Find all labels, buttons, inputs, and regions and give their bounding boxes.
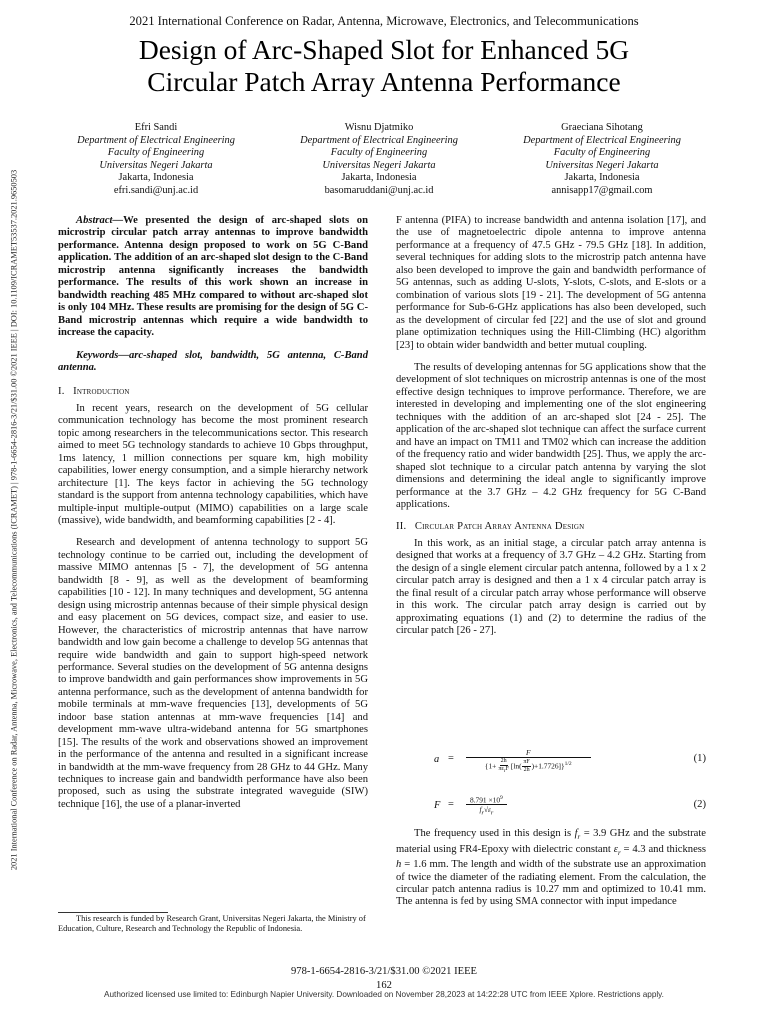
section-2-title: Circular Patch Array Antenna Design — [414, 521, 585, 533]
author-faculty: Faculty of Engineering — [107, 147, 205, 159]
section-1-number: I. — [58, 386, 65, 398]
abstract-label: Abstract— — [76, 215, 124, 226]
abstract — [58, 215, 368, 340]
abstract-text: We presented the design of arc-shaped slots on microstrip circular patch array antennas to improve bandwidth performance. Antenna design proposed to work on 5G C-Band application. The addition of an arc-shaped slot design to the C-Band microstrip antenna significantly increases the bandwidth performance. The results of this work shown an increase in bandwidth reaching 485 MHz compared to without arc-shaped slot is only 104 MHz. These results are promising for the design of 5G C-Band microstrip antennas which require a wide bandwidth to increase the capacity. — [58, 215, 368, 339]
author-univ: Universitas Negeri Jakarta — [99, 159, 213, 171]
author-dept: Department of Electrical Engineering — [300, 134, 458, 146]
author-univ: Universitas Negeri Jakarta — [322, 159, 436, 171]
intro-paragraph-1: In recent years, research on the development of 5G cellular communication technology has become the most prominent research topic among researchers in the telecommunications sector. This research aimed to meet 5G technology standards to achieve 10 Gbps throughput, 1ms latency, 1 million connections per square km, high mobility capabilities, lower energy consumption, and a simple hierarchy network architecture [1]. The keys factor in achieving the 5G technology standard is the support from antenna technology capabilities, which have multiple-input multiple-output (MIMO) capabilities on a large scale (massive), wide bandwidth, and beamforming capabilities [2 - 4]. — [58, 402, 368, 526]
author-name: Efri Sandi — [134, 122, 178, 133]
paper-title — [40, 34, 728, 98]
author-city: Jakarta, Indonesia — [341, 172, 417, 184]
right-paragraph-2: The results of developing antennas for 5G applications show that the development of slot techniques on microstrip antennas is one of the most effective design techniques to improve performance. Therefore, we are interested in developing and implementing one of the slot engineering techniques with the addition of an arc-shaped slot [24 - 25]. The application of the arc-shaped slot technique can affect the surface current and have an impact on TM11 and TM02 which can increase the addition of the frequency ratio and wider bandwidth [25]. Thus, we apply the arc-shaped slot technique to a circular patch antenna by varying the slot dimensions and determining the ideal angle to significantly improve performance at the 3.7 GHz – 4.2 GHz frequency for 5G C-Band applications. — [396, 361, 706, 510]
section-1-title: Introduction — [73, 386, 130, 398]
section-2-heading — [396, 521, 706, 533]
keywords-label: Keywords— — [76, 349, 129, 361]
license-notice: Authorized licensed use limited to: Edinburgh Napier University. Downloaded on November 28,2023 at 14:22:28 UTC from IEEE Xplore. Restrictions apply. — [104, 990, 664, 999]
author-name: Wisnu Djatmiko — [344, 122, 414, 133]
title-line-1: Design of Arc-Shaped Slot for Enhanced 5G — [138, 34, 630, 65]
section-2-number: II. — [396, 521, 407, 533]
author-univ: Universitas Negeri Jakarta — [545, 159, 659, 171]
footnote — [58, 914, 368, 934]
equation-1: a = F {1+ $\frac{2h}{\pi\varepsilon_rF}$ [ln( $\frac{\pi F}{2h}$ )+1.7726]}$^{1/2}$ (1) — [434, 748, 706, 775]
author-faculty: Faculty of Engineering — [553, 147, 651, 159]
left-column — [58, 215, 368, 811]
title-line-2: Circular Patch Array Antenna Performance — [147, 66, 621, 97]
equation-2: F = $\frac{8.791 \times 10^9}{f_r√\varepsilon_r}$ (2) — [434, 795, 706, 817]
author-block-2 — [284, 122, 474, 198]
side-banner — [3, 100, 25, 940]
right-column — [396, 215, 706, 638]
author-city: Jakarta, Indonesia — [118, 172, 194, 184]
right-p4-part-a: The frequency used in this design is — [414, 828, 572, 839]
right-paragraph-1: F antenna (PIFA) to increase bandwidth and antenna isolation [17], and the use of magnetoelectric dipole antenna to improve antenna performance at a frequency of 47.5 GHz - 79.5 GHz [18]. In addition, several techniques for adding slots to the microstrip patch antenna have also been developed to improve the gain and bandwidth performance of 5G antennas, such as adding U-slots, Y-slots, C-slots, and E-slots or a combination of various slots [19 - 21]. The development of 5G antenna performance for Sub-6-GHz applications has also been developed, such as the development of circular fed [22] and the use of slot and ground plane optimization techniques using the Hill-Climbing (HC) algorithm [23] to obtain wider bandwidth and better mutual coupling. — [396, 215, 706, 351]
keywords-text: arc-shaped slot, bandwidth, 5G antenna, C-Band antenna. — [58, 349, 368, 373]
page-number: 162 — [376, 980, 392, 991]
right-paragraph-3: In this work, as an initial stage, a circular patch array antenna is designed that works at a frequency of 3.7 GHz – 4.2 GHz. Starting from the design of a single element circular patch antenna, followed by a 1 x 2 circular patch array is designed and then a 1 x 4 circular patch array is the final result of a circular patch array whose performance will observe in this work. The circular patch array design is carried out by approximating equations (1) and (2) to determine the radius of the circular patch [26 - 27]. — [396, 537, 706, 637]
author-dept: Department of Electrical Engineering — [77, 134, 235, 146]
intro-paragraph-2: Research and development of antenna technology to support 5G technology continue to be carried out, including the development of massive MIMO antennas [5 - 7], the development of 5G antenna bandwidth [8 - 9], as well as the development of beamforming capabilities [10 - 12]. In many techniques and development, 5G antenna design using microstrip antennas because of their simple physical design and easy placement on 5G devices, compact size, and easier to use. However, the characteristics of microstrip antennas that have narrow bandwidth and low gain become a challenge to develop 5G antennas that require wide bandwidth and gain to support high-speed network performance. Several studies on the development of 5G antenna designs to improve bandwidth and gain performances show improvements in 5G antenna performance, such as the development of antenna bandwidth for mobile terminals at mm-wave frequencies [13], developments of 5G indoor base station antennas at mm-wave frequencies [14] and development mm-wave ultra-wideband antenna for 5G smartphones [15]. The results of the work and observations showed an improvement in the performance of the antenna and resulted in a significant increase in bandwidth at the mm-wave frequency from 28 GHz to 44 GHz. Many techniques to increase gain and bandwidth performance have also been proposed, such as using the substrate integrated waveguide (SIW) technique [16], the use of a planar-inverted — [58, 537, 368, 810]
author-block-3 — [507, 122, 697, 198]
right-p4-part-d: = 1.6 mm. The length and width of the substrate use an approximation of twice the diameter of the radiating element. From the calculation, the circular patch antenna radius is 10.27 mm and optimized to 10.41 mm. The antenna is fed by using SMA connector with input impedance — [396, 859, 707, 908]
author-city: Jakarta, Indonesia — [564, 172, 640, 184]
author-email: efri.sandi@unj.ac.id — [113, 184, 199, 196]
author-dept: Department of Electrical Engineering — [523, 134, 681, 146]
footnote-text: This research is funded by Research Grant, Universitas Negeri Jakarta, the Ministry of Education, Culture, Research and Technology the Republic of Indonesia. — [58, 914, 366, 933]
right-p4-part-b: = 3.9 GHz and the substrate material using FR4-Epoxy with dielectric constant — [396, 828, 706, 855]
section-1-heading — [58, 386, 368, 398]
author-name: Graeciana Sihotang — [561, 122, 643, 133]
isbn-line: 978-1-6654-2816-3/21/$31.00 ©2021 IEEE — [290, 966, 478, 977]
author-block-1 — [61, 122, 251, 198]
keywords — [58, 350, 368, 375]
author-email: basomaruddani@unj.ac.id — [324, 184, 434, 196]
equation-2-number: (2) — [693, 799, 706, 810]
equation-1-number: (1) — [693, 753, 706, 764]
side-banner-text: 2021 International Conference on Radar, Antenna, Microwave, Electronics, and Telecommunications (ICRAMET) | 978-1-6654-2816-3/21/$31.00 ©2021 IEEE | DOI: 10.1109/ICRAMET53537.2021.9650503 — [9, 169, 19, 871]
author-faculty: Faculty of Engineering — [330, 147, 428, 159]
conference-header: 2021 International Conference on Radar, Antenna, Microwave, Electronics, and Telecommunications — [129, 14, 639, 28]
right-paragraph-4: The frequency used in this design is $f_r = 3.9$ GHz and the substrate material using FR4-Epoxy with dielectric constant $\varepsilon_r = 4.3$ and thickness h = 1.6 mm. The length and width of the substrate use an approximation of twice the diameter of the radiating element. From the calculation, the circular patch antenna radius is 10.27 mm and optimized to 10.41 mm. The antenna is fed by using SMA connector with input impedance — [396, 828, 707, 908]
author-email: annisapp17@gmail.com — [551, 184, 653, 196]
right-column-continued — [396, 828, 706, 909]
footnote-divider — [58, 912, 168, 913]
right-p4-part-c: = 4.3 and thickness — [623, 843, 707, 855]
